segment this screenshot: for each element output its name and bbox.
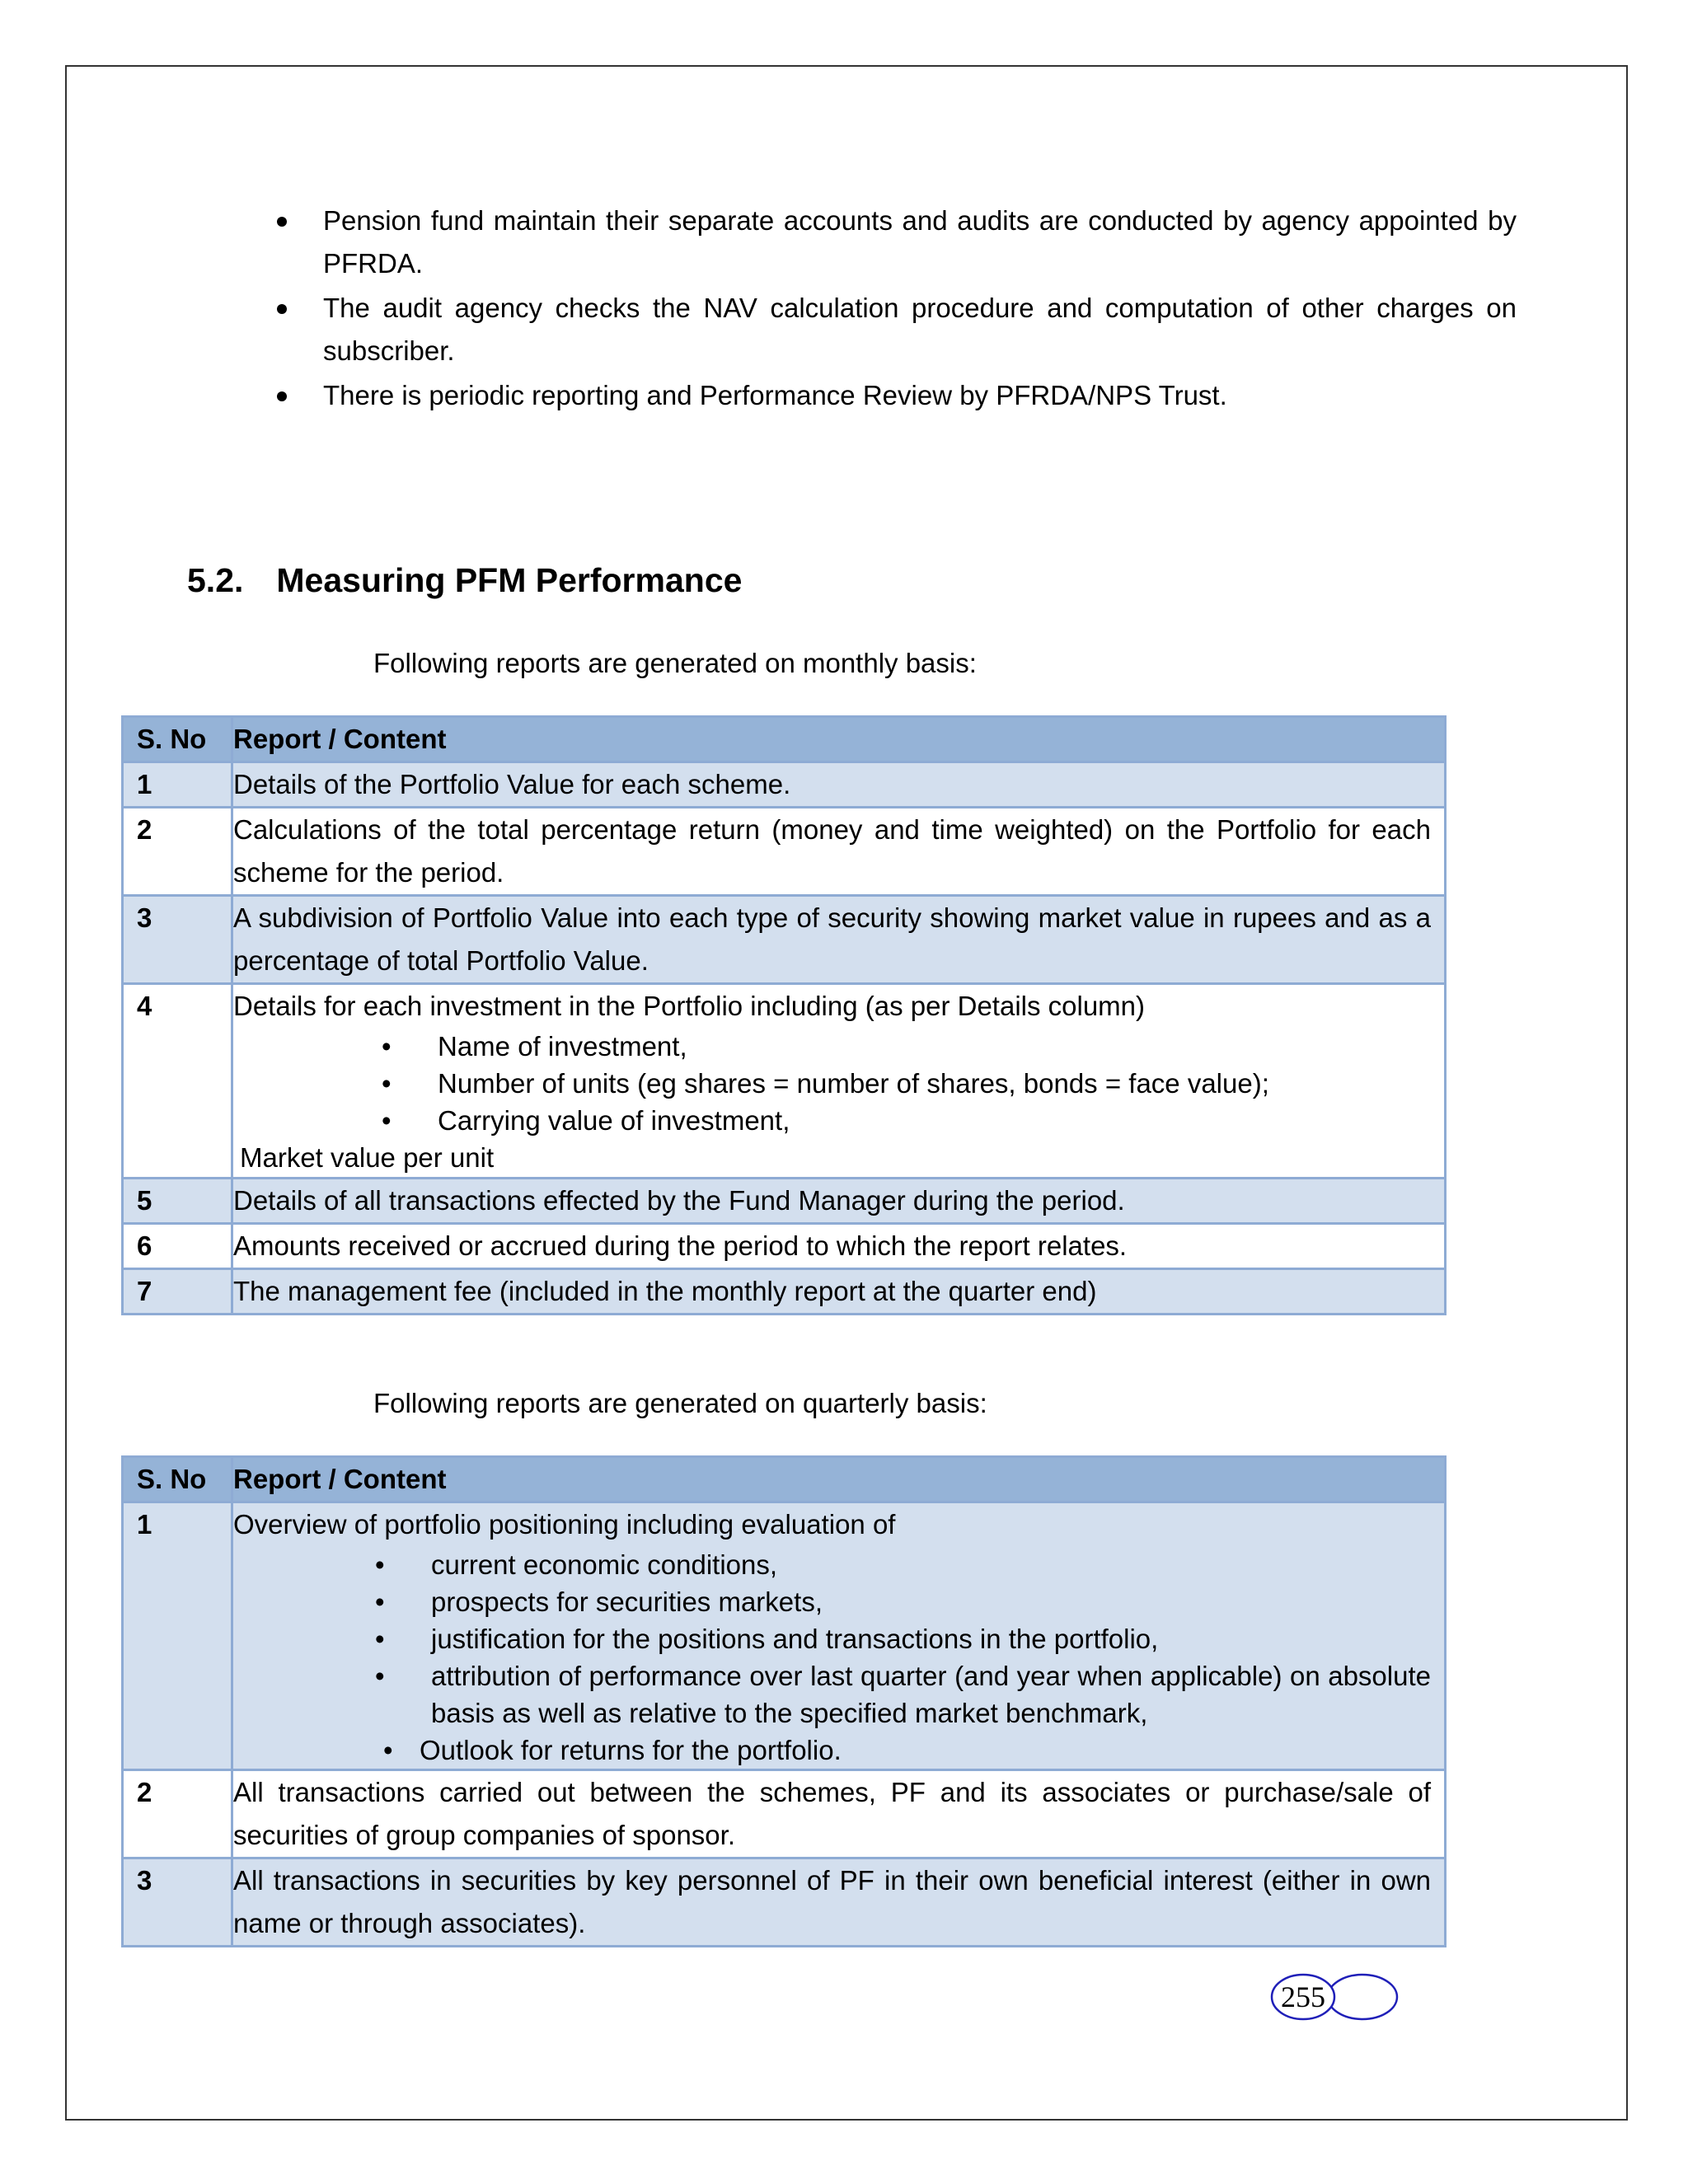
table-header-row	[123, 717, 1446, 762]
bullet-icon: •	[382, 1105, 392, 1136]
table-row	[123, 1224, 1446, 1269]
bullet-item: The audit agency checks the NAV calculation procedure and computation of other charges on subscriber.	[272, 287, 1517, 373]
row-content: Details of the Portfolio Value for each scheme.	[232, 762, 1446, 808]
table-row	[123, 1770, 1446, 1858]
column-header-sno: S. No	[123, 1457, 232, 1502]
intro-bullet-list	[272, 199, 1517, 419]
row-content: Amounts received or accrued during the period to which the report relates.	[232, 1224, 1446, 1269]
bullet-icon: •	[375, 1586, 385, 1617]
row-content: The management fee (included in the monthly report at the quarter end)	[232, 1269, 1446, 1315]
table-row	[123, 1858, 1446, 1947]
bullet-item: Pension fund maintain their separate accounts and audits are conducted by agency appointed by PFRDA.	[272, 199, 1517, 285]
list-item: • justification for the positions and transactions in the portfolio,	[233, 1620, 1431, 1657]
table-header-row	[123, 1457, 1446, 1502]
table-row	[123, 762, 1446, 808]
column-header-content: Report / Content	[232, 1457, 1446, 1502]
table-row	[123, 808, 1446, 896]
row-number: 3	[123, 896, 232, 984]
bullet-icon: •	[375, 1661, 385, 1691]
column-header-content: Report / Content	[232, 717, 1446, 762]
row-number: 2	[123, 808, 232, 896]
section-heading	[187, 557, 742, 603]
bullet-icon: •	[382, 1031, 392, 1062]
row-content	[232, 1502, 1446, 1770]
row-number: 1	[123, 762, 232, 808]
table-row	[123, 1179, 1446, 1224]
row-number: 3	[123, 1858, 232, 1947]
row-number: 6	[123, 1224, 232, 1269]
list-item: • attribution of performance over last quarter (and year when applicable) on absolute basis as well as relative to the specified market benchmark,	[233, 1657, 1431, 1732]
list-item: • current economic conditions,	[233, 1546, 1431, 1583]
row-content: Details of all transactions effected by the Fund Manager during the period.	[232, 1179, 1446, 1224]
row-number: 5	[123, 1179, 232, 1224]
bullet-icon: •	[383, 1735, 393, 1765]
row-content-text: Overview of portfolio positioning including evaluation of	[233, 1509, 896, 1540]
row-content	[232, 984, 1446, 1179]
row-number: 4	[123, 984, 232, 1179]
quarterly-reports-table	[121, 1455, 1447, 1947]
row-content: Calculations of the total percentage return (money and time weighted) on the Portfolio for each scheme for the period.	[232, 808, 1446, 896]
row-content: All transactions carried out between the schemes, PF and its associates or purchase/sale of securities of group companies of sponsor.	[232, 1770, 1446, 1858]
bullet-dot-icon	[277, 391, 287, 401]
quarterly-intro: Following reports are generated on quarterly basis:	[373, 1388, 987, 1418]
column-header-sno: S. No	[123, 717, 232, 762]
row-number: 1	[123, 1502, 232, 1770]
bullet-icon: •	[375, 1549, 385, 1580]
monthly-reports-table	[121, 715, 1447, 1315]
row-number: 7	[123, 1269, 232, 1315]
bullet-item: There is periodic reporting and Performance Review by PFRDA/NPS Trust.	[272, 374, 1517, 417]
page-number-ellipse-right	[1328, 1975, 1397, 2019]
row-content-text: Details for each investment in the Portfolio including (as per Details column)	[233, 991, 1146, 1021]
table-row	[123, 896, 1446, 984]
bullet-dot-icon	[277, 304, 287, 314]
table-row	[123, 1502, 1446, 1770]
list-item: • Carrying value of investment,	[233, 1102, 1431, 1139]
page-number: 255	[1281, 1980, 1325, 2013]
row-sub-list	[233, 1028, 1431, 1139]
section-title: Measuring PFM Performance	[276, 561, 743, 599]
row-content: All transactions in securities by key personnel of PF in their own beneficial interest (either in own name or through associates).	[232, 1858, 1446, 1947]
row-content: A subdivision of Portfolio Value into each type of security showing market value in rupees and as a percentage of total Portfolio Value.	[232, 896, 1446, 984]
row-sub-list	[233, 1546, 1431, 1769]
monthly-intro: Following reports are generated on monthly basis:	[373, 648, 977, 678]
table-row	[123, 984, 1446, 1179]
list-item: • Name of investment,	[233, 1028, 1431, 1065]
row-number: 2	[123, 1770, 232, 1858]
list-item: • Outlook for returns for the portfolio.	[233, 1732, 1431, 1769]
section-number: 5.2.	[187, 561, 244, 599]
bullet-icon: •	[382, 1068, 392, 1099]
table-row	[123, 1269, 1446, 1315]
list-item: • prospects for securities markets,	[233, 1583, 1431, 1620]
bullet-dot-icon	[277, 217, 287, 227]
bullet-icon: •	[375, 1624, 385, 1654]
list-item: • Number of units (eg shares = number of shares, bonds = face value);	[233, 1065, 1431, 1102]
row-content-trailing-text: Market value per unit	[240, 1142, 495, 1173]
